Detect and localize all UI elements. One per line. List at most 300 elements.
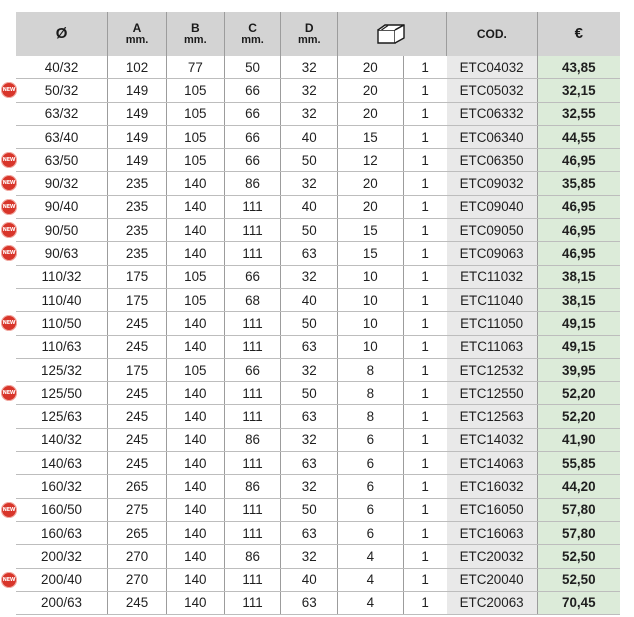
cell-pieces-text: 1 [421, 199, 429, 215]
cell-b [166, 288, 224, 311]
cell-price-text: 44,55 [562, 129, 596, 145]
cell-code-text: ETC20040 [459, 572, 524, 588]
cell-a [108, 358, 167, 381]
cell-package-qty [338, 149, 403, 172]
cell-diameter-text: 125/50 [41, 385, 83, 401]
cell-price [537, 428, 620, 451]
cell-diameter-text: 200/32 [41, 548, 83, 564]
cell-code-text: ETC11040 [460, 292, 524, 308]
cell-d-text: 63 [301, 455, 317, 471]
cell-b-text: 105 [184, 129, 207, 145]
cell-c [224, 172, 281, 195]
cell-b [166, 405, 224, 428]
cell-code-text: ETC20063 [459, 595, 524, 611]
cell-pieces [403, 195, 447, 218]
cell-a-text: 245 [125, 409, 149, 425]
cell-b [166, 172, 224, 195]
cell-price-text: 35,85 [562, 176, 596, 192]
cell-d [281, 498, 338, 521]
cell-b [166, 125, 224, 148]
cell-b [166, 521, 224, 544]
new-badge-icon: NEW [1, 175, 17, 191]
cell-c [224, 568, 281, 591]
cell-b-text: 140 [184, 176, 207, 192]
cell-price-text: 52,50 [562, 572, 596, 588]
cell-a [108, 545, 167, 568]
cell-price [537, 125, 620, 148]
cell-d [281, 312, 338, 335]
cell-diameter-text: 110/40 [41, 292, 82, 308]
cell-code-text: ETC11050 [460, 315, 524, 331]
cell-price-text: 52,20 [562, 385, 596, 401]
cell-c [224, 358, 281, 381]
cell-b [166, 591, 224, 614]
cell-pieces-text: 1 [421, 502, 429, 518]
cell-code-text: ETC11063 [460, 339, 524, 355]
cell-package-qty-text: 6 [366, 478, 375, 494]
cell-price-text: 46,95 [562, 152, 596, 168]
cell-diameter [16, 405, 108, 428]
cell-price-text: 32,15 [562, 82, 596, 98]
cell-a [108, 568, 167, 591]
cell-price-text: 44,20 [562, 478, 596, 494]
cell-c [224, 591, 281, 614]
cell-a-text: 149 [125, 152, 149, 168]
table-row [16, 405, 620, 428]
cell-code-text: ETC20032 [459, 548, 524, 564]
cell-a [108, 312, 167, 335]
cell-c-text: 66 [245, 362, 261, 378]
cell-d-text: 40 [301, 129, 317, 145]
cell-d-text: 63 [301, 409, 317, 425]
cell-code [447, 521, 537, 544]
cell-d [281, 405, 338, 428]
cell-code-text: ETC06350 [459, 152, 524, 168]
cell-a [108, 288, 167, 311]
cell-a [108, 195, 167, 218]
cell-diameter [16, 288, 108, 311]
cell-d-text: 32 [301, 432, 317, 448]
cell-code [447, 591, 537, 614]
cell-diameter-text: 90/40 [44, 199, 79, 215]
table-row [16, 149, 620, 172]
cell-a-text: 245 [125, 595, 149, 611]
header-a-unit: mm. [125, 34, 149, 46]
cell-b [166, 498, 224, 521]
cell-code-text: ETC11032 [460, 269, 524, 285]
cell-price [537, 452, 620, 475]
cell-c-text: 66 [245, 152, 261, 168]
cell-d-text: 50 [301, 385, 317, 401]
cell-price-text: 38,15 [562, 292, 596, 308]
cell-diameter-text: 63/50 [44, 152, 79, 168]
header-a [108, 12, 167, 56]
cell-b [166, 79, 224, 102]
cell-package-qty-text: 10 [362, 292, 378, 308]
cell-pieces-text: 1 [421, 432, 429, 448]
cell-b [166, 358, 224, 381]
cell-code [447, 568, 537, 591]
cell-price [537, 288, 620, 311]
cell-d-text: 50 [301, 502, 317, 518]
cell-pieces [403, 242, 447, 265]
cell-package-qty-text: 10 [362, 269, 378, 285]
cell-a-text: 149 [125, 82, 149, 98]
cell-b [166, 568, 224, 591]
cell-diameter [16, 125, 108, 148]
cell-diameter-text: 160/63 [41, 525, 83, 541]
cell-pieces-text: 1 [421, 222, 429, 238]
cell-b [166, 452, 224, 475]
cell-c [224, 475, 281, 498]
new-badge-icon: NEW [1, 315, 17, 331]
cell-b-text: 105 [184, 269, 207, 285]
cell-code-text: ETC16032 [459, 478, 524, 494]
cell-d-text: 63 [301, 339, 317, 355]
cell-a-text: 245 [125, 432, 149, 448]
cell-a [108, 335, 167, 358]
cell-price [537, 498, 620, 521]
cell-b-text: 105 [184, 82, 207, 98]
cell-a-text: 245 [125, 339, 149, 355]
table-row [16, 428, 620, 451]
cell-c [224, 149, 281, 172]
header-c-label: C [248, 21, 257, 35]
cell-package-qty-text: 4 [366, 595, 375, 611]
cell-c [224, 545, 281, 568]
cell-a-text: 235 [125, 246, 149, 262]
cell-diameter-text: 50/32 [44, 82, 79, 98]
cell-pieces [403, 149, 447, 172]
cell-a [108, 498, 167, 521]
cell-code-text: ETC09063 [459, 246, 524, 262]
cell-pieces [403, 405, 447, 428]
cell-pieces-text: 1 [421, 385, 429, 401]
cell-pieces [403, 288, 447, 311]
cell-price [537, 521, 620, 544]
cell-package-qty-text: 20 [362, 82, 378, 98]
cell-a [108, 56, 167, 79]
cell-package-qty [338, 265, 403, 288]
cell-b [166, 149, 224, 172]
cell-package-qty-text: 4 [366, 572, 375, 588]
cell-price [537, 312, 620, 335]
cell-d [281, 172, 338, 195]
cell-c [224, 242, 281, 265]
cell-package-qty-text: 12 [362, 152, 378, 168]
table-row [16, 56, 620, 79]
cell-diameter-text: 140/63 [41, 455, 83, 471]
cell-a-text: 149 [125, 106, 149, 122]
table-row [16, 335, 620, 358]
cell-package-qty-text: 20 [362, 59, 378, 75]
cell-b [166, 382, 224, 405]
cell-b [166, 475, 224, 498]
cell-diameter-text: 90/50 [44, 222, 79, 238]
cell-b-text: 140 [184, 455, 207, 471]
cell-c-text: 66 [245, 106, 261, 122]
cell-a [108, 591, 167, 614]
cell-price-text: 43,85 [562, 59, 596, 75]
cell-c [224, 405, 281, 428]
cell-code-text: ETC16050 [459, 502, 524, 518]
cell-code [447, 288, 537, 311]
cell-pieces-text: 1 [421, 572, 429, 588]
cell-b-text: 140 [184, 478, 207, 494]
cell-a-text: 270 [125, 548, 149, 564]
cell-price [537, 149, 620, 172]
cell-code [447, 195, 537, 218]
cell-diameter [16, 102, 108, 125]
cell-b [166, 335, 224, 358]
cell-b-text: 140 [184, 246, 207, 262]
cell-c [224, 288, 281, 311]
cell-price [537, 382, 620, 405]
cell-package-qty-text: 10 [362, 315, 378, 331]
cell-d [281, 475, 338, 498]
cell-c-text: 111 [242, 315, 263, 331]
cell-pieces-text: 1 [421, 315, 429, 331]
cell-c-text: 111 [242, 222, 263, 238]
cell-c-text: 50 [245, 59, 261, 75]
cell-d [281, 219, 338, 242]
cell-package-qty [338, 428, 403, 451]
cell-d-text: 32 [301, 269, 317, 285]
cell-c-text: 86 [245, 176, 261, 192]
header-d [281, 12, 338, 56]
cell-b [166, 545, 224, 568]
cell-code [447, 475, 537, 498]
cell-diameter-text: 110/50 [41, 315, 82, 331]
table-row [16, 568, 620, 591]
cell-package-qty-text: 20 [362, 106, 378, 122]
cell-code [447, 172, 537, 195]
cell-c [224, 498, 281, 521]
cell-pieces [403, 545, 447, 568]
new-badge-icon: NEW [1, 152, 17, 168]
table-row [16, 591, 620, 614]
cell-c [224, 382, 281, 405]
cell-a [108, 265, 167, 288]
cell-price [537, 102, 620, 125]
cell-a-text: 265 [125, 478, 149, 494]
cell-pieces-text: 1 [421, 339, 429, 355]
cell-pieces-text: 1 [421, 82, 429, 98]
cell-c-text: 111 [242, 572, 263, 588]
price-table [2, 12, 620, 615]
table-row [16, 125, 620, 148]
cell-package-qty-text: 15 [362, 129, 378, 145]
cell-diameter-text: 160/32 [41, 478, 83, 494]
cell-price [537, 568, 620, 591]
cell-diameter [2, 498, 108, 521]
cell-diameter [16, 591, 108, 614]
cell-a [108, 102, 167, 125]
new-badge-icon: NEW [1, 502, 17, 518]
cell-a-text: 102 [125, 59, 149, 75]
cell-c [224, 102, 281, 125]
table-row [16, 498, 620, 521]
cell-b [166, 265, 224, 288]
table-row [16, 79, 620, 102]
cell-a-text: 175 [125, 269, 149, 285]
cell-d-text: 32 [301, 106, 317, 122]
cell-price-text: 46,95 [562, 246, 596, 262]
cell-d-text: 63 [301, 595, 317, 611]
cell-package-qty [338, 125, 403, 148]
cell-b-text: 140 [184, 548, 207, 564]
cell-price [537, 172, 620, 195]
cell-a-text: 245 [125, 385, 149, 401]
cell-d-text: 32 [301, 362, 317, 378]
cell-code [447, 149, 537, 172]
cell-package-qty [338, 172, 403, 195]
cell-b [166, 219, 224, 242]
cell-pieces [403, 452, 447, 475]
cell-diameter-text: 63/32 [44, 106, 79, 122]
cell-c-text: 111 [242, 246, 263, 262]
cell-d [281, 335, 338, 358]
header-c-unit: mm. [241, 34, 264, 46]
cell-code-text: ETC09050 [459, 222, 524, 238]
cell-package-qty [338, 452, 403, 475]
cell-b [166, 428, 224, 451]
cell-package-qty [338, 498, 403, 521]
cell-code-text: ETC14032 [459, 432, 524, 448]
cell-diameter-text: 63/40 [44, 129, 79, 145]
cell-diameter [16, 56, 108, 79]
cell-pieces [403, 591, 447, 614]
cell-price [537, 545, 620, 568]
cell-a [108, 172, 167, 195]
cell-price-text: 52,50 [562, 548, 596, 564]
table-row [16, 475, 620, 498]
cell-pieces [403, 102, 447, 125]
table-row [16, 172, 620, 195]
cell-d [281, 265, 338, 288]
cell-price [537, 405, 620, 428]
cell-b [166, 56, 224, 79]
cell-d [281, 382, 338, 405]
header-b-label: B [190, 21, 200, 35]
cell-package-qty [338, 568, 403, 591]
cell-pieces [403, 312, 447, 335]
cell-d-text: 40 [301, 292, 317, 308]
cell-d-text: 32 [301, 176, 317, 192]
cell-pieces [403, 172, 447, 195]
cell-c-text: 111 [242, 502, 263, 518]
cell-package-qty-text: 6 [366, 525, 375, 541]
cell-code-text: ETC06340 [459, 129, 524, 145]
cell-d [281, 358, 338, 381]
cell-c [224, 56, 281, 79]
cell-package-qty [338, 195, 403, 218]
cell-d [281, 56, 338, 79]
cell-package-qty-text: 15 [362, 246, 378, 262]
cell-pieces [403, 265, 447, 288]
cell-price [537, 242, 620, 265]
header-c [224, 12, 281, 56]
cell-package-qty [338, 219, 403, 242]
cell-a-text: 275 [125, 502, 149, 518]
cell-diameter [16, 265, 108, 288]
table-row [16, 102, 620, 125]
cell-b-text: 140 [184, 572, 207, 588]
cell-c-text: 111 [242, 525, 263, 541]
cell-diameter [16, 545, 108, 568]
cell-b [166, 312, 224, 335]
cell-c-text: 111 [242, 339, 263, 355]
cell-c [224, 79, 281, 102]
cell-b-text: 140 [184, 385, 207, 401]
cell-a-text: 175 [125, 362, 149, 378]
cell-pieces [403, 79, 447, 102]
cell-package-qty [338, 288, 403, 311]
header-b-unit: mm. [184, 34, 207, 46]
cell-package-qty [338, 475, 403, 498]
cell-code-text: ETC12563 [459, 409, 524, 425]
cell-d [281, 428, 338, 451]
cell-price-text: 55,85 [562, 455, 596, 471]
cell-a [108, 452, 167, 475]
table-row [16, 521, 620, 544]
header-price: € [537, 12, 620, 56]
new-badge-icon: NEW [1, 385, 17, 401]
cell-b-text: 105 [184, 362, 207, 378]
cell-c-text: 111 [242, 385, 263, 401]
cell-d-text: 50 [301, 152, 317, 168]
cell-pieces-text: 1 [421, 409, 429, 425]
cell-code-text: ETC14063 [459, 455, 524, 471]
cell-d [281, 288, 338, 311]
cell-a [108, 242, 167, 265]
table-row [16, 312, 620, 335]
cell-c [224, 219, 281, 242]
cell-pieces [403, 358, 447, 381]
cell-d-text: 32 [301, 548, 317, 564]
cell-pieces-text: 1 [421, 362, 429, 378]
cell-pieces [403, 219, 447, 242]
cell-a [108, 405, 167, 428]
cell-c-text: 68 [245, 292, 261, 308]
cell-diameter-text: 200/63 [41, 595, 83, 611]
cell-pieces [403, 498, 447, 521]
cell-diameter [2, 79, 108, 102]
cell-package-qty [338, 312, 403, 335]
cell-price [537, 358, 620, 381]
cell-package-qty-text: 15 [362, 222, 378, 238]
cell-c-text: 66 [245, 269, 261, 285]
cell-d [281, 521, 338, 544]
new-badge-icon: NEW [1, 82, 17, 98]
header-d-unit: mm. [297, 34, 321, 46]
cell-package-qty-text: 8 [366, 362, 375, 378]
cell-b-text: 140 [184, 339, 207, 355]
cell-price-text: 49,15 [562, 315, 596, 331]
cell-diameter [2, 568, 108, 591]
cell-pieces-text: 1 [421, 478, 429, 494]
cell-pieces [403, 382, 447, 405]
cell-c-text: 111 [242, 455, 263, 471]
cell-b-text: 140 [184, 432, 207, 448]
table-row [16, 452, 620, 475]
cell-a-text: 235 [125, 199, 149, 215]
cell-a-text: 245 [125, 315, 149, 331]
cell-pieces-text: 1 [421, 525, 429, 541]
cell-d [281, 195, 338, 218]
cell-diameter-text: 125/63 [41, 409, 83, 425]
cell-package-qty-text: 10 [362, 339, 378, 355]
